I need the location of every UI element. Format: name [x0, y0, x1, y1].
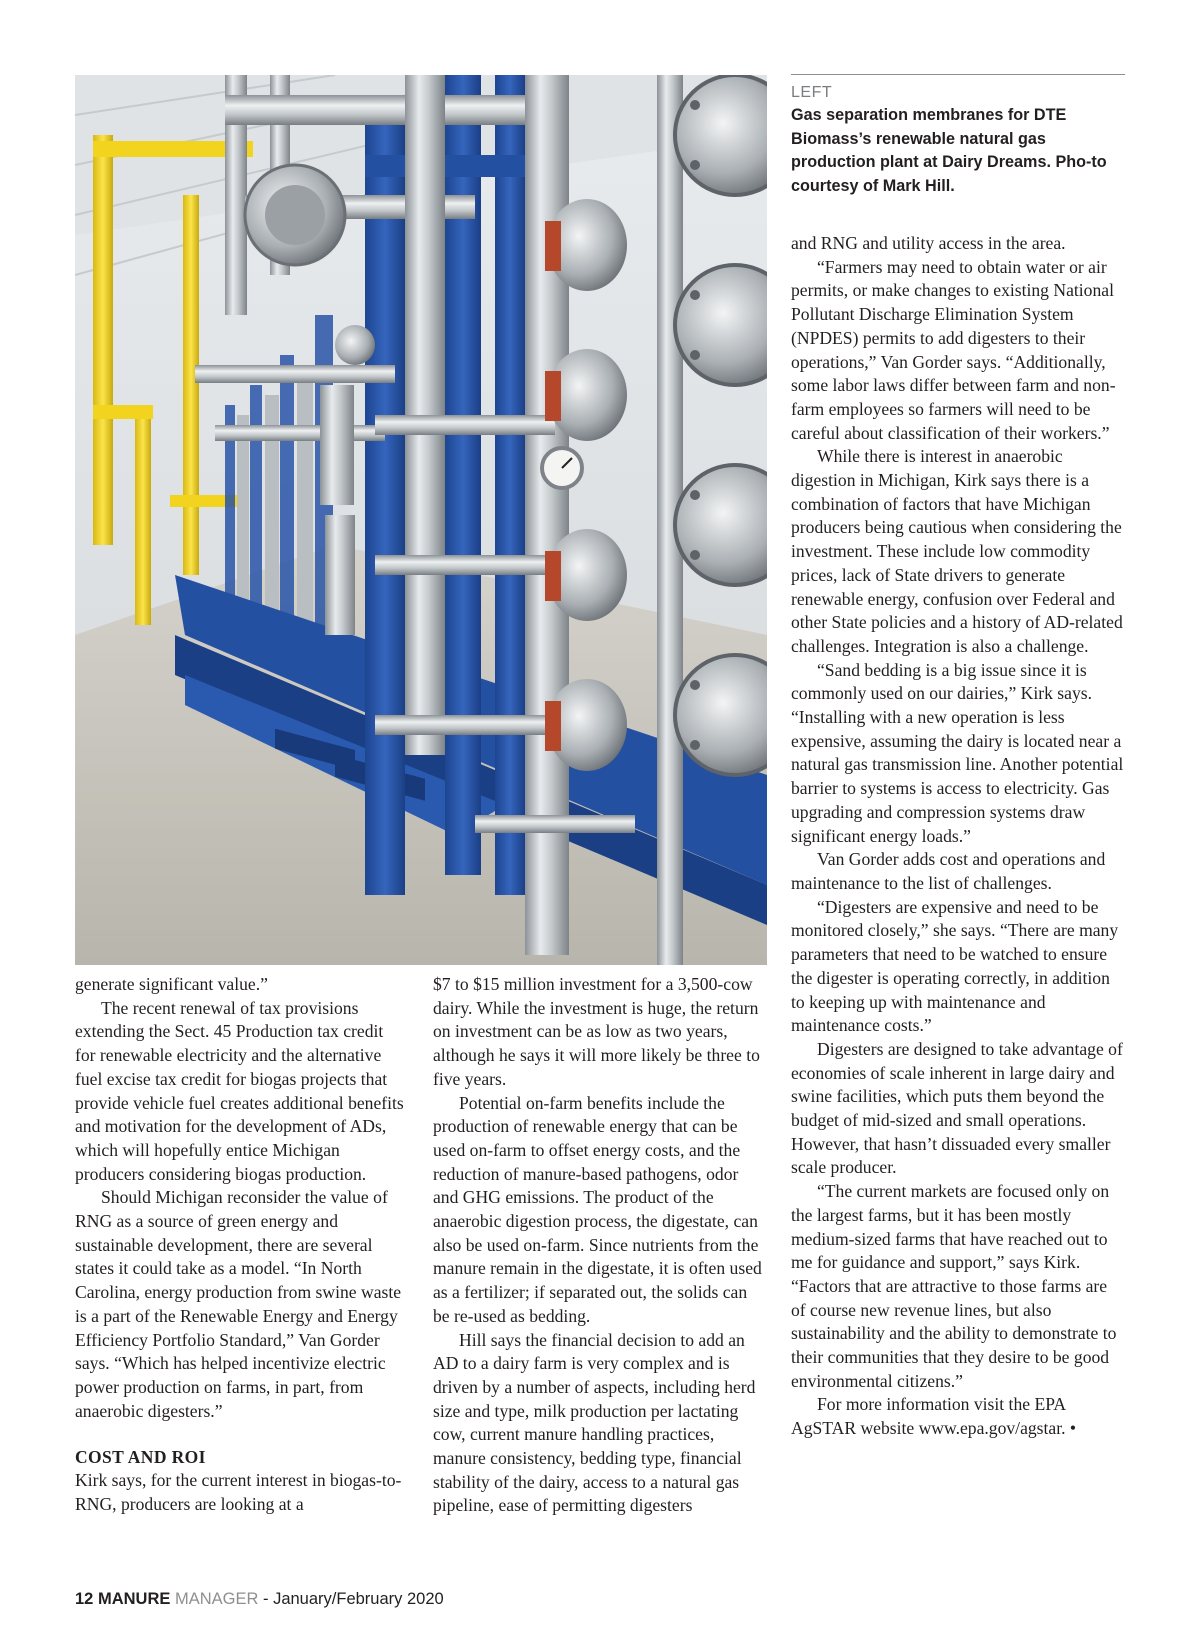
paragraph: Should Michigan reconsider the value of RNG as a source of green energy and sustainable development, there are several states it could take as a model. “In North Carolina, energy production from swine waste is a part of the Renewable Energy and Energy Efficiency Portfolio Standard,” Van Gorder says. “Which has helped incentivize electric power production on farms, in part, from anaerobic digesters.”: [75, 1187, 402, 1421]
paragraph: and RNG and utility access in the area.: [791, 233, 1066, 253]
caption-text: Gas separation membranes for DTE Biomass’s renewable natural gas production plant at Dairy Dreams. Pho-to courtesy of Mark Hill.: [791, 106, 1107, 195]
article-column-2: [433, 973, 767, 1518]
gas-separation-membranes-photo: [75, 75, 767, 965]
paragraph: “Digesters are expensive and need to be monitored closely,” she says. “There are many parameters that need to be watched to ensure the digester is operating correctly, in addition to keeping up with maintenance and maintenance costs.”: [791, 896, 1119, 1036]
paragraph: While there is interest in anaerobic digestion in Michigan, Kirk says there is a combination of factors that have Michigan producers being cautious when considering the investment. These include low commodity prices, lack of State drivers to generate renewable energy, confusion over Federal and other State policies and a history of AD-related challenges. Integration is also a challenge.: [791, 446, 1123, 656]
issue-date: - January/February 2020: [263, 1590, 444, 1608]
section-heading: COST AND ROI: [75, 1447, 206, 1468]
magazine-name-light: MANAGER: [174, 1590, 259, 1608]
paragraph: Potential on-farm benefits include the production of renewable energy that can be used on-farm to offset energy costs, and the reduction of manure-based pathogens, odor and GHG emissions. The product of the anaerobic digestion process, the digestate, can also be used on-farm. Since nutrients from the manure remain in the digestate, it is often used as a fertilizer; if separated out, the solids can be re-used as bedding.: [433, 1092, 762, 1326]
paragraph: Digesters are designed to take advantage of economies of scale inherent in large dairy and swine facilities, which puts them beyond the budget of mid-sized and small operations. However, that hasn’t dissuaded every smaller scale producer.: [791, 1038, 1123, 1178]
paragraph: “Sand bedding is a big issue since it is commonly used on our dairies,” Kirk says. “Installing with a new operation is less expensive, assuming the dairy is located near a natural gas transmission line. Another potential barrier to systems is access to electricity. Gas upgrading and compression systems draw significant energy loads.”: [791, 659, 1124, 846]
paragraph: Hill says the financial decision to add an AD to a dairy farm is very complex and is driven by a number of aspects, including herd size and type, milk production per lactating cow, current manure handling practices, manure consistency, bedding type, financial stability of the dairy, access to a natural gas pipeline, ease of permitting digesters: [433, 1329, 756, 1516]
paragraph: “The current markets are focused only on the largest farms, but it has been mostly medium-sized farms that have reached out to me for guidance and support,” says Kirk. “Factors that are attractive to those farms are of course new revenue lines, but also sustainability and the ability to demonstrate to their communities that they desire to be good environmental citizens.”: [791, 1181, 1117, 1391]
photo-caption: [791, 74, 1125, 198]
paragraph: The recent renewal of tax provisions extending the Sect. 45 Production tax credit for renewable electricity and the alternative fuel excise tax credit for biogas projects that provide vehicle fuel creates additional benefits and motivation for the development of ADs, which will hopefully entice Michigan producers considering biogas production.: [75, 997, 404, 1184]
paragraph: For more information visit the EPA AgSTAR website www.epa.gov/agstar. •: [791, 1394, 1077, 1439]
paragraph: “Farmers may need to obtain water or air permits, or make changes to existing National Pollutant Discharge Elimination System (NPDES) permits to add digesters to their operations,” Van Gorder says. “Additionally, some labor laws differ between farm and non-farm employees so farmers will need to be careful about classification of their workers.”: [791, 256, 1116, 443]
article-column-3: [791, 232, 1125, 1441]
caption-kicker: LEFT: [791, 84, 833, 101]
paragraph: generate significant value.”: [75, 974, 268, 994]
article-column-1: [75, 973, 407, 1517]
paragraph: $7 to $15 million investment for a 3,500-cow dairy. While the investment is huge, the return on investment can be as low as two years, although he says it will more likely be three to five years.: [433, 974, 760, 1089]
page-number: 12: [75, 1590, 94, 1608]
magazine-name-bold: MANURE: [97, 1590, 171, 1608]
paragraph: Van Gorder adds cost and operations and maintenance to the list of challenges.: [791, 849, 1106, 893]
page-footer: [75, 1590, 444, 1609]
paragraph: Kirk says, for the current interest in biogas-to-RNG, producers are looking at a: [75, 1470, 402, 1515]
